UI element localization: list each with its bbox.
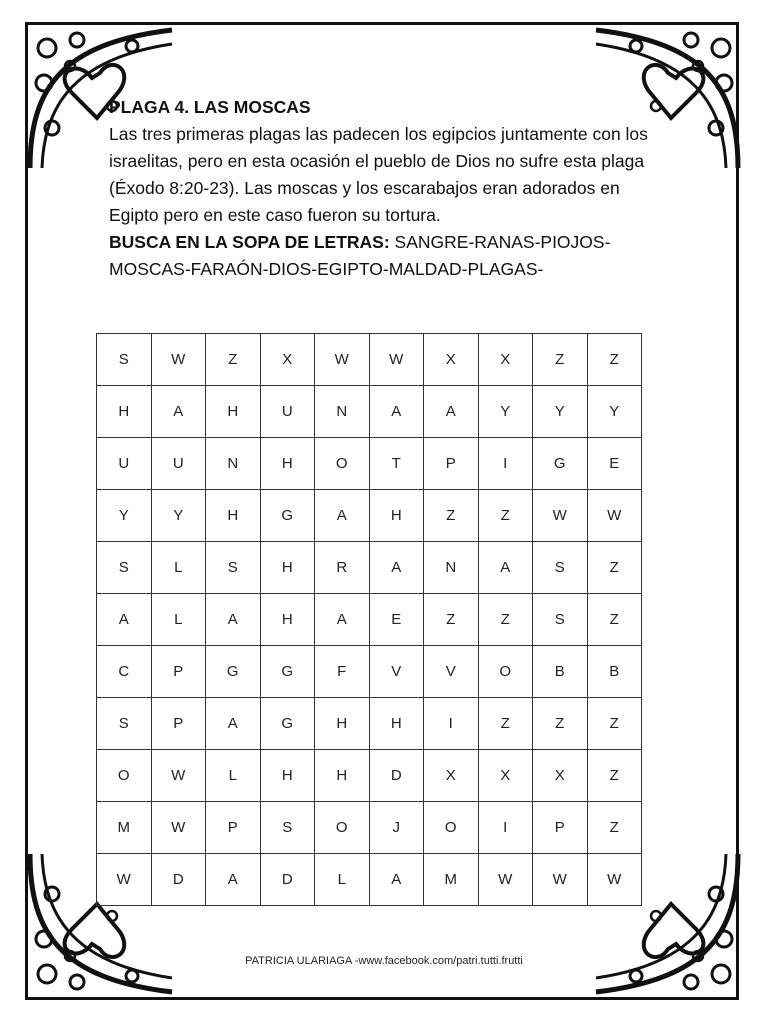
grid-cell: Y [97,490,152,542]
grid-cell: H [315,698,370,750]
grid-cell: P [533,802,588,854]
grid-cell: T [369,438,424,490]
grid-cell: Z [424,594,479,646]
grid-cell: O [315,438,370,490]
grid-cell: I [424,698,479,750]
grid-cell: P [151,646,206,698]
grid-cell: W [587,490,642,542]
grid-cell: Z [533,698,588,750]
grid-cell: C [97,646,152,698]
grid-cell: E [587,438,642,490]
grid-cell: A [369,854,424,906]
grid-cell: W [533,490,588,542]
grid-cell: J [369,802,424,854]
page-title: PLAGA 4. LAS MOSCAS [109,97,311,117]
grid-cell: O [97,750,152,802]
grid-row [97,854,642,906]
grid-cell: W [151,802,206,854]
grid-row [97,698,642,750]
grid-cell: X [424,334,479,386]
grid-cell: I [478,438,533,490]
grid-cell: F [315,646,370,698]
grid-cell: A [315,490,370,542]
grid-cell: I [478,802,533,854]
text-block [109,94,669,283]
grid-cell: N [424,542,479,594]
grid-cell: Z [206,334,261,386]
grid-cell: N [315,386,370,438]
grid-cell: A [369,386,424,438]
grid-cell: M [97,802,152,854]
grid-cell: U [151,438,206,490]
grid-cell: A [97,594,152,646]
grid-cell: H [260,594,315,646]
grid-cell: H [260,438,315,490]
grid-cell: B [587,646,642,698]
grid-row [97,594,642,646]
grid-cell: Y [533,386,588,438]
grid-cell: Z [587,334,642,386]
grid-row [97,750,642,802]
grid-row [97,438,642,490]
grid-cell: Z [424,490,479,542]
grid-cell: P [424,438,479,490]
grid-cell: S [260,802,315,854]
grid-cell: G [533,438,588,490]
instructions-label: BUSCA EN LA SOPA DE LETRAS: [109,232,390,252]
grid-row [97,542,642,594]
instructions [109,229,669,283]
grid-cell: W [151,334,206,386]
grid-cell: Z [478,490,533,542]
grid-cell: A [206,698,261,750]
grid-cell: A [369,542,424,594]
grid-cell: A [424,386,479,438]
grid-cell: S [533,542,588,594]
grid-row [97,490,642,542]
grid-cell: D [151,854,206,906]
grid-cell: Z [478,698,533,750]
grid-cell: X [260,334,315,386]
grid-cell: W [97,854,152,906]
grid-cell: A [206,594,261,646]
grid-cell: X [533,750,588,802]
grid-cell: L [151,594,206,646]
grid-row [97,386,642,438]
grid-cell: A [206,854,261,906]
grid-cell: M [424,854,479,906]
grid-cell: V [424,646,479,698]
grid-cell: O [478,646,533,698]
grid-cell: Z [587,802,642,854]
grid-cell: N [206,438,261,490]
word-list: SANGRE-RANAS-PIOJOS-MOSCAS-FARAÓN-DIOS-EGIPTO-MALDAD-PLAGAS- [109,232,611,279]
grid-row [97,646,642,698]
grid-cell: G [260,698,315,750]
grid-cell: P [206,802,261,854]
grid-cell: W [478,854,533,906]
grid-cell: X [478,750,533,802]
grid-cell: G [260,646,315,698]
grid-cell: U [260,386,315,438]
grid-cell: L [151,542,206,594]
grid-cell: D [369,750,424,802]
grid-cell: Y [587,386,642,438]
grid-cell: H [206,490,261,542]
grid-row [97,334,642,386]
grid-cell: G [206,646,261,698]
grid-cell: L [206,750,261,802]
word-search-grid [96,333,642,906]
grid-cell: V [369,646,424,698]
grid-cell: Z [478,594,533,646]
grid-cell: G [260,490,315,542]
grid-cell: Z [587,594,642,646]
grid-cell: X [478,334,533,386]
grid-cell: W [151,750,206,802]
grid-cell: Y [478,386,533,438]
grid-cell: H [315,750,370,802]
grid-cell: W [315,334,370,386]
grid-cell: A [315,594,370,646]
grid-cell: W [533,854,588,906]
grid-cell: W [369,334,424,386]
grid-cell: S [533,594,588,646]
grid-cell: S [97,334,152,386]
grid-cell: H [369,490,424,542]
footer-credit: PATRICIA ULARIAGA -www.facebook.com/patri.tutti.frutti [245,955,523,967]
grid-cell: H [369,698,424,750]
grid-cell: W [587,854,642,906]
grid-cell: Z [533,334,588,386]
grid-cell: Y [151,490,206,542]
grid-cell: Z [587,698,642,750]
grid-cell: X [424,750,479,802]
description-paragraph: Las tres primeras plagas las padecen los egipcios juntamente con los israelitas, pero en esta ocasión el pueblo de Dios no sufre esta plaga (Éxodo 8:20-23). Las moscas y los escarabajos eran adorados en Egipto pero en este caso fueron su tortura. [109,124,648,225]
grid-cell: Z [587,542,642,594]
grid-cell: O [424,802,479,854]
grid-cell: R [315,542,370,594]
grid-row [97,802,642,854]
grid-cell: Z [587,750,642,802]
grid-cell: H [260,542,315,594]
grid-cell: H [260,750,315,802]
grid-cell: O [315,802,370,854]
grid-cell: P [151,698,206,750]
grid-cell: U [97,438,152,490]
grid-cell: D [260,854,315,906]
grid-cell: S [97,542,152,594]
grid-cell: S [97,698,152,750]
grid-cell: L [315,854,370,906]
grid-cell: B [533,646,588,698]
grid-cell: S [206,542,261,594]
grid-cell: A [151,386,206,438]
grid-cell: H [97,386,152,438]
grid-cell: H [206,386,261,438]
grid-cell: E [369,594,424,646]
grid-cell: A [478,542,533,594]
